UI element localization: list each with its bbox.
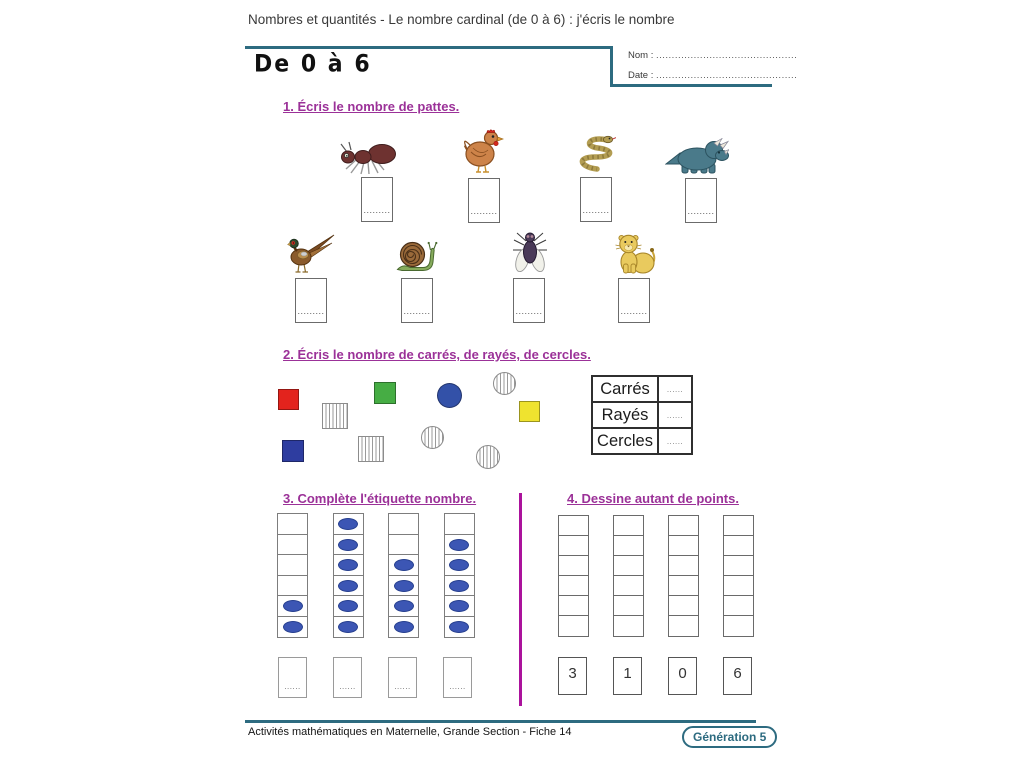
date-label: Date : <box>628 70 654 81</box>
section2-title: 2. Écris le nombre de carrés, de rayés, de cercles. <box>283 347 591 362</box>
stack-cell <box>558 575 589 597</box>
name-label: Nom : <box>628 50 654 61</box>
answer-dots: ......... <box>515 306 543 316</box>
name-box-bottom-border <box>610 84 772 87</box>
legs-answer-box <box>618 278 650 323</box>
striped-circle-shape <box>493 372 516 395</box>
stack-cell <box>558 595 589 617</box>
solid-square-shape <box>519 401 540 422</box>
stack-cell <box>558 535 589 557</box>
stack-cell <box>388 554 419 576</box>
stack-cell <box>613 575 644 597</box>
stack-cell <box>444 616 475 638</box>
counter-oval <box>394 580 414 592</box>
answer-dots: ......... <box>297 306 325 316</box>
stack-cell <box>333 534 364 556</box>
counter-oval <box>338 621 358 633</box>
stack-column <box>668 515 699 637</box>
counter-oval <box>394 600 414 612</box>
answer-dots: ...... <box>339 682 356 691</box>
stack-column <box>444 513 475 638</box>
section3-title: 3. Complète l'étiquette nombre. <box>283 491 477 506</box>
number-box <box>668 657 697 695</box>
legs-answer-box <box>361 177 393 222</box>
striped-circle-shape <box>476 445 500 469</box>
table-label-cercles: Cercles <box>592 428 658 454</box>
solid-square-shape <box>278 389 299 410</box>
stack-cell <box>388 595 419 617</box>
stack-cell <box>444 513 475 535</box>
date-row <box>628 70 797 81</box>
points-number-row <box>558 657 752 695</box>
stack-cell <box>613 595 644 617</box>
stack-cell <box>277 575 308 597</box>
stack-cell <box>444 534 475 556</box>
answer-dots: ......... <box>470 206 498 216</box>
stack-column <box>723 515 754 637</box>
stack-cell <box>333 616 364 638</box>
date-blank: ............................................. <box>656 70 798 81</box>
stack-cell <box>723 595 754 617</box>
etiquette-answer-row <box>278 657 472 698</box>
stack-cell <box>444 554 475 576</box>
table-answer-carres: ...... <box>658 376 692 402</box>
legs-answer-box <box>580 177 612 222</box>
page-title: Nombres et quantités - Le nombre cardinal (de 0 à 6) : j'écris le nombre <box>248 12 675 27</box>
stack-cell <box>388 575 419 597</box>
hen-icon <box>459 128 504 180</box>
table-answer-rayes: ...... <box>658 402 692 428</box>
number-label: 6 <box>733 664 742 682</box>
number-label: 0 <box>678 664 687 682</box>
answer-dots: ......... <box>620 306 648 316</box>
answer-dots: ......... <box>687 206 715 216</box>
number-label: 1 <box>623 664 632 682</box>
counter-oval <box>283 621 303 633</box>
stack-cell <box>668 555 699 577</box>
stack-cell <box>723 515 754 537</box>
legs-answer-box <box>401 278 433 323</box>
counter-oval <box>283 600 303 612</box>
etiquette-answer-box <box>333 657 362 698</box>
etiquette-answer-box <box>278 657 307 698</box>
counter-oval <box>449 600 469 612</box>
stack-cell <box>333 513 364 535</box>
header-rule <box>245 46 612 49</box>
footer-rule <box>245 720 756 723</box>
answer-dots: ......... <box>403 306 431 316</box>
stack-cell <box>668 515 699 537</box>
stack-column <box>388 513 419 638</box>
solid-square-shape <box>282 440 304 462</box>
stack-cell <box>668 535 699 557</box>
stack-cell <box>388 534 419 556</box>
name-row <box>628 50 797 61</box>
ant-icon <box>338 140 398 181</box>
answer-dots: ...... <box>394 682 411 691</box>
stack-cell <box>723 555 754 577</box>
stack-cell <box>277 513 308 535</box>
stack-cell <box>613 515 644 537</box>
stack-cell <box>388 513 419 535</box>
stack-cell <box>333 575 364 597</box>
stack-cell <box>558 615 589 637</box>
number-box <box>723 657 752 695</box>
etiquette-columns <box>277 513 475 638</box>
stack-cell <box>723 615 754 637</box>
stack-cell <box>277 534 308 556</box>
striped-circle-shape <box>421 426 444 449</box>
stack-cell <box>558 515 589 537</box>
section-divider <box>519 493 522 706</box>
number-label: 3 <box>568 664 577 682</box>
solid-square-shape <box>374 382 396 404</box>
stack-cell <box>277 554 308 576</box>
pheasant-icon <box>287 230 335 279</box>
legs-answer-box <box>685 178 717 223</box>
stack-cell <box>723 535 754 557</box>
stack-cell <box>558 555 589 577</box>
table-label-rayes: Rayés <box>592 402 658 428</box>
striped-square-shape <box>358 436 384 462</box>
counter-oval <box>338 600 358 612</box>
count-table <box>591 375 693 455</box>
name-blank: ............................................. <box>655 50 798 61</box>
fly-icon <box>512 230 548 279</box>
solid-circle-shape <box>437 383 462 408</box>
footer-text: Activités mathématiques en Maternelle, Grande Section - Fiche 14 <box>248 726 572 738</box>
stack-cell <box>444 595 475 617</box>
counter-oval <box>338 518 358 530</box>
stack-cell <box>444 575 475 597</box>
stack-cell <box>388 616 419 638</box>
legs-answer-box <box>468 178 500 223</box>
lion-icon <box>615 231 657 279</box>
counter-oval <box>394 559 414 571</box>
legs-answer-box <box>295 278 327 323</box>
number-box <box>558 657 587 695</box>
stack-cell <box>613 615 644 637</box>
answer-dots: ......... <box>363 205 391 215</box>
stack-cell <box>668 615 699 637</box>
answer-dots: ......... <box>582 205 610 215</box>
stack-cell <box>277 595 308 617</box>
counter-oval <box>449 539 469 551</box>
triceratops-icon <box>665 138 729 179</box>
stack-cell <box>333 595 364 617</box>
number-box <box>613 657 642 695</box>
table-answer-cercles: ...... <box>658 428 692 454</box>
counter-oval <box>449 559 469 571</box>
counter-oval <box>338 559 358 571</box>
stack-cell <box>277 616 308 638</box>
stack-cell <box>613 555 644 577</box>
stack-column <box>613 515 644 637</box>
counter-oval <box>449 621 469 633</box>
etiquette-answer-box <box>443 657 472 698</box>
table-label-carres: Carrés <box>592 376 658 402</box>
legs-answer-box <box>513 278 545 323</box>
striped-square-shape <box>322 403 348 429</box>
generation5-badge: Génération 5 <box>682 726 777 748</box>
snake-icon <box>571 133 616 181</box>
answer-dots: ...... <box>284 682 301 691</box>
stack-cell <box>613 535 644 557</box>
name-box-left-border <box>610 46 613 87</box>
stack-column <box>277 513 308 638</box>
stack-cell <box>333 554 364 576</box>
stack-cell <box>668 595 699 617</box>
counter-oval <box>338 580 358 592</box>
counter-oval <box>338 539 358 551</box>
stack-column <box>558 515 589 637</box>
counter-oval <box>394 621 414 633</box>
section1-title: 1. Écris le nombre de pattes. <box>283 99 460 114</box>
snail-icon <box>396 240 438 276</box>
stack-column <box>333 513 364 638</box>
counter-oval <box>449 580 469 592</box>
stack-cell <box>668 575 699 597</box>
points-columns <box>558 515 754 637</box>
answer-dots: ...... <box>449 682 466 691</box>
sheet-range-label: De 0 à 6 <box>254 51 372 78</box>
section4-title: 4. Dessine autant de points. <box>567 491 739 506</box>
etiquette-answer-box <box>388 657 417 698</box>
stack-cell <box>723 575 754 597</box>
